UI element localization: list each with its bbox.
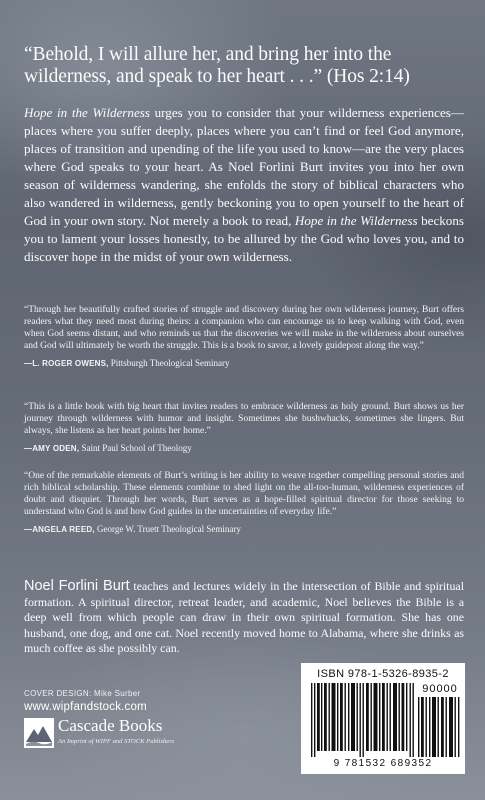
- barcode-icon: [311, 683, 415, 757]
- endorsement-quote: “One of the remarkable elements of Burt’s writing is her ability to weave together compelling personal stories and rich biblical scholarship. These elements combine to shed light on the all-too-human, wilderness experiences of doubt and disquiet. Through her words, Burt serves as a hope-filled spiritual director for those seeking to understand who God is and how God guides in the uncertainties of everyday life.”: [24, 471, 464, 517]
- endorsement-attribution: [24, 442, 464, 455]
- author-bio-text: teaches and lectures widely in the intersection of Bible and spiritual formation. A spiritual director, retreat leader, and academic, Noel believes the Bible is a deep well from which people can draw in their own spiritual formation. She has one husband, one dog, and one cat. Noel recently moved home to Alabama, where she drinks as much coffee as she possibly can.: [24, 579, 464, 655]
- isbn-number: ISBN 978-1-5326-8935-2: [317, 668, 449, 680]
- isbn-barcode: [301, 663, 465, 774]
- author-bio: [24, 579, 464, 657]
- blurb-book-title-2: Hope in the Wilderness: [294, 213, 418, 228]
- publisher-name: Cascade Books: [58, 716, 163, 735]
- author-name: Noel Forlini Burt: [24, 578, 130, 594]
- publisher-website-link[interactable]: www.wipfandstock.com: [24, 701, 147, 713]
- endorsement-owens: [24, 304, 464, 370]
- mountain-logo-icon: [24, 718, 54, 748]
- endorser-name: —L. ROGER OWENS,: [24, 359, 109, 368]
- blurb-book-title: Hope in the Wilderness: [24, 105, 150, 120]
- endorser-affiliation: Pittsburgh Theological Seminary: [110, 358, 230, 368]
- cover-design-credit: COVER DESIGN: Mike Surber: [24, 689, 141, 698]
- barcode-number: 9 781532 689352: [333, 758, 433, 769]
- epigraph-quote: “Behold, I will allure her, and bring her into the wilderness, and speak to her heart . . .” (Hos 2:14): [24, 44, 410, 87]
- endorsement-reed: [24, 470, 464, 536]
- blurb-text-part-2: beckons you to lament your losses honestly, to be allured by the God who loves you, and to discover hope in the midst of your own wilderness.: [24, 213, 464, 264]
- endorser-name: —ANGELA REED,: [24, 525, 95, 534]
- endorser-affiliation: Saint Paul School of Theology: [81, 443, 192, 453]
- endorsement-quote: “Through her beautifully crafted stories of struggle and discovery during her own wilderness journey, Burt offers readers what they need most during theirs: a companion who can encourage us to keep walking with God, even when God seems distant, and who reminds us that the discoveries we will make in the wilderness about ourselves and God will ultimately be worth the struggle. This is a book to savor, a lovely guidepost along the way.”: [24, 305, 464, 351]
- endorser-affiliation: George W. Truett Theological Seminary: [97, 524, 241, 534]
- publisher-imprint: An Imprint of WIPF and STOCK Publishers: [58, 738, 175, 745]
- endorsement-quote: “This is a little book with big heart that invites readers to embrace wilderness as holy ground. Burt shows us her journey through wilderness with humor and insight. Sometimes she bushwhacks, sometimes she lingers. But always, she listens as her heart points her home.”: [24, 402, 464, 436]
- endorsement-attribution: [24, 357, 464, 370]
- endorser-name: —AMY ODEN,: [24, 444, 80, 453]
- book-blurb: [24, 104, 464, 266]
- price-barcode-icon: [418, 697, 460, 757]
- endorsement-oden: [24, 401, 464, 455]
- price-code: 90000: [422, 683, 458, 695]
- blurb-text-part-1: urges you to consider that your wilderness experiences—places where you suffer deeply, places where you can’t find or feel God anymore, places of transition and upending of the life you used to know—are the very places where God speaks to your heart. As Noel Forlini Burt invites you into her own season of wilderness wandering, she enfolds the story of biblical characters who also wandered in wilderness, gently beckoning you to open yourself to the heart of God in your own story. Not merely a book to read,: [24, 105, 464, 228]
- endorsement-attribution: [24, 523, 464, 536]
- publisher-logo: [24, 716, 224, 750]
